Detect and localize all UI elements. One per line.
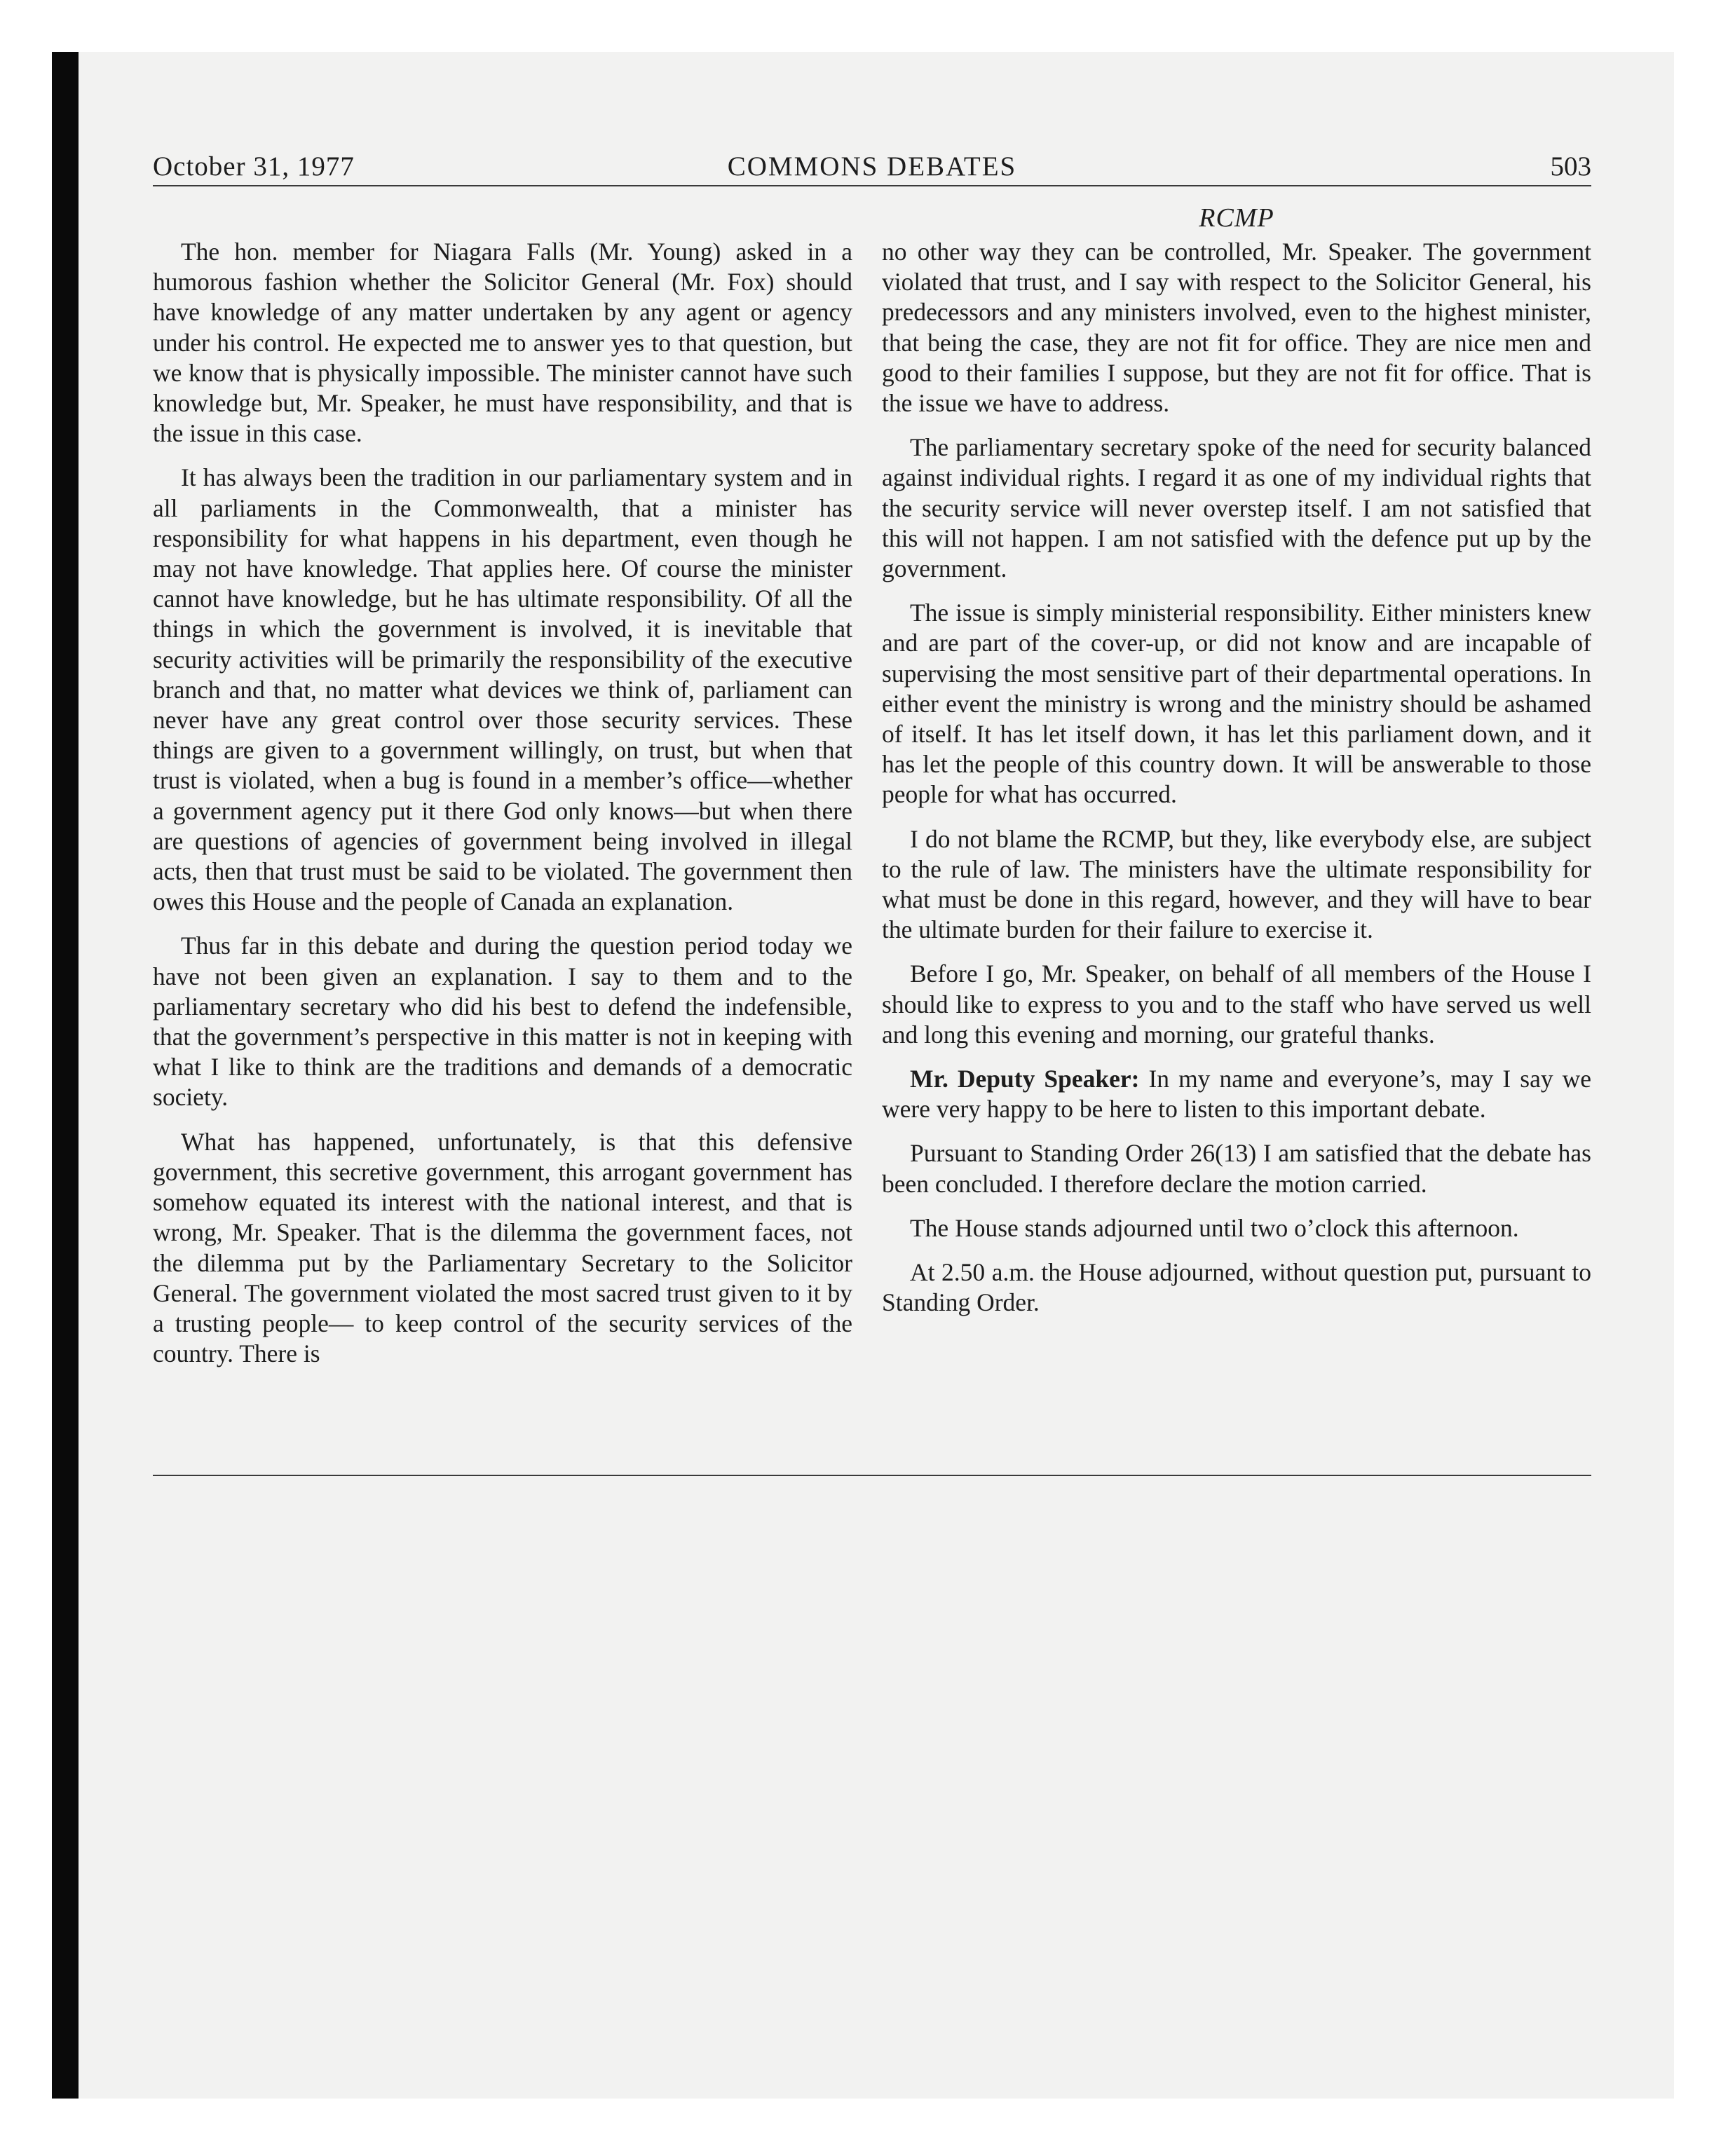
paragraph: Before I go, Mr. Speaker, on behalf of all members of the House I should like to express to you and to the staff who have served us well and long this evening and morning, our grateful thanks. — [882, 960, 1591, 1049]
paragraph: The hon. member for Niagara Falls (Mr. Young) asked in a humorous fashion whether the Solicitor General (Mr. Fox) should have knowledge of any matter undertaken by any agent or agency under his control. He expected me to answer yes to that question, but we know that is physically impossible. The minister cannot have such knowledge but, Mr. Speaker, he must have responsibility, and that is the issue in this case. — [153, 238, 852, 448]
scan-edge-bar — [52, 52, 79, 2099]
paragraph: I do not blame the RCMP, but they, like everybody else, are subject to the rule of law. The ministers have the ultimate responsibility for what must be done in this regard, however, and they will have to bear the ultimate burden for their failure to exercise it. — [882, 824, 1591, 944]
running-head — [153, 149, 1591, 186]
paragraph: The parliamentary secretary spoke of the need for security balanced against individual rights. I regard it as one of my individual rights that the security service will never overstep itself. I am not satisfied that this will not happen. I am not satisfied with the defence put up by the government. — [882, 433, 1591, 583]
deputy-speaker-paragraph — [882, 1064, 1591, 1124]
speaker-name: Mr. Deputy Speaker: — [910, 1065, 1140, 1093]
header-title: COMMONS DEBATES — [727, 151, 1017, 182]
paragraph: At 2.50 a.m. the House adjourned, without question put, pursuant to Standing Order. — [882, 1258, 1591, 1317]
paragraph: Pursuant to Standing Order 26(13) I am satisfied that the debate has been concluded. I therefore declare the motion carried. — [882, 1139, 1591, 1198]
paragraph: The House stands adjourned until two o’clock this afternoon. — [910, 1213, 1519, 1242]
paragraph: The issue is simply ministerial responsibility. Either ministers knew and are part of the cover-up, or did not know and are incapable of supervising the most sensitive part of their departmental operations. In either event the ministry is wrong and the ministry should be ashamed of itself. It has let itself down, it has let this parliament down, and it has let the people of this country down. It will be answerable to those people for what has occurred. — [882, 599, 1591, 809]
paragraph: What has happened, unfortunately, is that this defensive government, this secretive government, this arrogant government has somehow equated its interest with the national interest, and that is wrong, Mr. Speaker. That is the dilemma the government faces, not the dilemma put by the Parliamentary Secretary to the Solicitor General. The government violated the most sacred trust given to it by a trusting people— to keep control of the security services of the country. There is — [153, 1127, 852, 1368]
paragraph-continuation: no other way they can be controlled, Mr. Speaker. The government violated that trust, and I say with respect to the Solicitor General, his predecessors and any ministers involved, even to the highest minister, that being the case, they are not fit for office. They are nice men and good to their families I suppose, but they are not fit for office. That is the issue we have to address. — [882, 238, 1591, 418]
header-date: October 31, 1977 — [153, 151, 355, 182]
speaker-remark: In my name and everyone’s, may I say we were very happy to be here to listen to this important debate. — [882, 1065, 1592, 1124]
section-label: RCMP — [1199, 203, 1274, 233]
header-page-number: 503 — [1550, 151, 1591, 182]
left-column — [153, 237, 852, 1383]
right-column — [882, 237, 1591, 1332]
paragraph: It has always been the tradition in our parliamentary system and in all parliaments in the Commonwealth, that a minister has responsibility for what happens in his department, even though he may not have knowledge. That applies here. Of course the minister cannot have knowledge, but he has ultimate responsibility. Of all the things in which the government is involved, it is inevitable that security activities will be primarily the responsibility of the executive branch and that, no matter what devices we think of, parliament can never have any great control over those security services. These things are given to a government willingly, on trust, but when that trust is violated, when a bug is found in a member’s office—whether a government agency put it there God only knows—but when there are questions of agencies of government being involved in illegal acts, then that trust must be said to be violated. The government then owes this House and the people of Canada an explanation. — [153, 463, 852, 916]
paragraph: Thus far in this debate and during the question period today we have not been given an explanation. I say to them and to the parliamentary secretary who did his best to defend the indefensible, that the government’s perspective in this matter is not in keeping with what I like to think are the traditions and demands of a democratic society. — [153, 932, 852, 1112]
bottom-rule — [153, 1475, 1591, 1476]
